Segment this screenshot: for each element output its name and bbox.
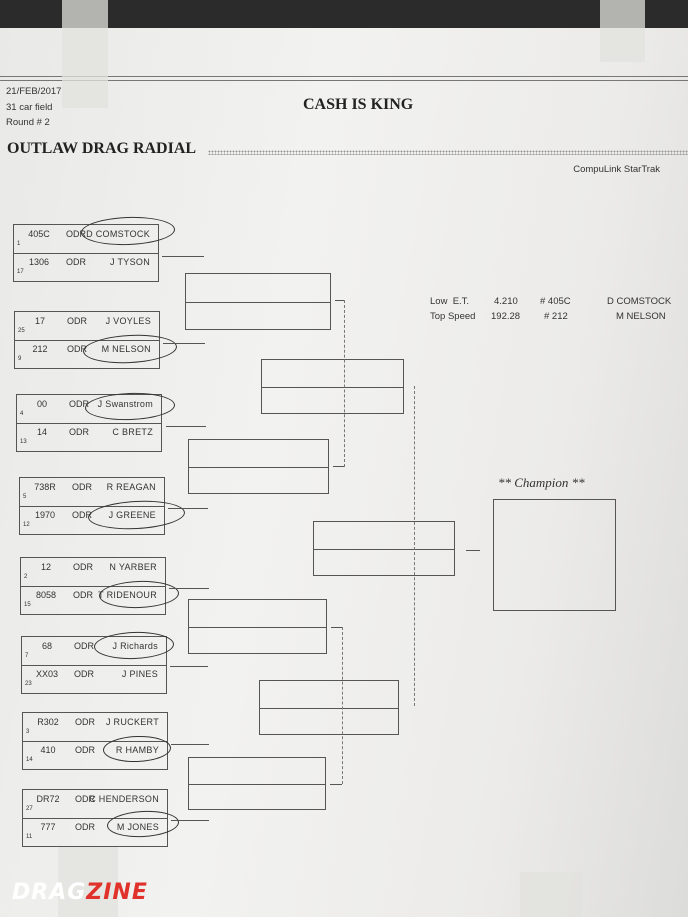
driver-name: J Richards (112, 641, 158, 651)
car-class: ODR (67, 344, 87, 354)
field-size: 31 car field (6, 102, 53, 113)
qualifying-seed: 23 (25, 681, 32, 687)
car-class: ODR (69, 427, 89, 437)
car-class: ODR (74, 641, 94, 651)
leader-line (162, 256, 204, 257)
driver-name: N YARBER (109, 562, 157, 572)
leader-line (171, 820, 209, 821)
car-number: 14 (36, 427, 47, 437)
qualifying-seed: 12 (23, 522, 30, 528)
car-number: 17 (34, 316, 45, 326)
car-class: ODR (75, 822, 95, 832)
low-et-value: 4.210 (494, 296, 518, 307)
car-number: DR72 (36, 794, 60, 804)
car-class: ODR (69, 399, 89, 409)
qualifying-seed: 2 (24, 574, 28, 580)
car-class: ODR (75, 745, 95, 755)
driver-name: M NELSON (101, 344, 151, 354)
bracket-connector (344, 300, 345, 467)
event-date: 21/FEB/2017 (6, 86, 62, 97)
qualifying-seed: 13 (20, 439, 27, 445)
car-class: ODR (75, 794, 95, 804)
car-number: 212 (32, 344, 48, 354)
driver-name: R REAGAN (106, 482, 156, 492)
bracket-connector (414, 386, 415, 706)
round2-slot-4 (188, 757, 326, 810)
lane-bottom (17, 423, 163, 451)
leader-line (168, 508, 208, 509)
event-title: CASH IS KING (303, 96, 414, 113)
car-number: R302 (37, 717, 59, 727)
car-number: 00 (36, 399, 47, 409)
car-number: 12 (40, 562, 51, 572)
round2-slot-3 (188, 599, 327, 654)
driver-name: J TYSON (110, 257, 150, 267)
driver-name: C HENDERSON (89, 794, 159, 804)
car-number: 68 (41, 641, 52, 651)
champion-label: ** Champion ** (498, 475, 585, 490)
top-speed-car: # 212 (544, 311, 568, 322)
car-class: ODR (73, 562, 93, 572)
bracket-sheet (0, 28, 688, 917)
qualifying-seed: 17 (17, 269, 24, 275)
driver-name: J VOYLES (105, 316, 151, 326)
lane-bottom (14, 253, 160, 281)
car-number: 1306 (28, 257, 50, 267)
timing-system-label: CompuLink StarTrak (573, 164, 660, 175)
driver-name: R HAMBY (115, 745, 159, 755)
car-number: 777 (40, 822, 56, 832)
qualifying-seed: 5 (23, 494, 27, 500)
top-speed-driver: M NELSON (616, 311, 666, 322)
qualifying-seed: 11 (26, 834, 33, 840)
driver-name: M JONES (116, 822, 159, 832)
bracket-connector (330, 784, 342, 785)
round3-slot-1 (261, 359, 404, 414)
car-number: 405C (28, 229, 50, 239)
leader-line (171, 744, 209, 745)
driver-name: J PINES (121, 669, 158, 679)
car-class: ODR (75, 717, 95, 727)
qualifying-seed: 3 (26, 729, 30, 735)
car-number: 410 (40, 745, 56, 755)
lane-bottom (22, 665, 168, 693)
round2-slot-1 (185, 273, 331, 330)
car-number: 8058 (35, 590, 57, 600)
final-slot (313, 521, 455, 576)
tape-top-left (62, 0, 108, 108)
leader-line (170, 666, 208, 667)
tape-top-right (600, 0, 645, 62)
car-class: ODR (73, 590, 93, 600)
qualifying-seed: 25 (18, 328, 25, 334)
qualifying-seed: 9 (18, 356, 22, 362)
driver-name: C BRETZ (112, 427, 153, 437)
low-et-car: # 405C (540, 296, 571, 307)
tape-bottom-right (520, 872, 582, 917)
bracket-connector (342, 627, 343, 784)
qualifying-seed: 7 (25, 653, 29, 659)
round2-slot-2 (188, 439, 329, 494)
champion-box (493, 499, 616, 611)
dragzine-logo: DRAGZINE (12, 880, 148, 905)
car-class: ODR (66, 257, 86, 267)
car-class: ODR (72, 482, 92, 492)
class-title: OUTLAW DRAG RADIAL (7, 140, 197, 157)
qualifying-seed: 1 (17, 241, 21, 247)
car-class: ODR (66, 229, 86, 239)
top-speed-value: 192.28 (491, 311, 521, 322)
driver-name: J RUCKERT (105, 717, 159, 727)
car-number: 738R (34, 482, 56, 492)
car-number: XX03 (35, 669, 59, 679)
car-class: ODR (67, 316, 87, 326)
car-number: 1970 (34, 510, 56, 520)
bracket-connector (333, 466, 344, 467)
qualifying-seed: 27 (26, 806, 33, 812)
bracket-connector (331, 627, 342, 628)
qualifying-seed: 14 (26, 757, 33, 763)
driver-name: T RIDENOUR (98, 590, 157, 600)
leader-line (163, 343, 205, 344)
driver-name: J GREENE (108, 510, 156, 520)
low-et-label: Low E.T. (430, 296, 470, 307)
leader-line (169, 588, 209, 589)
driver-name: D COMSTOCK (86, 229, 150, 239)
qualifying-seed: 4 (20, 411, 24, 417)
car-class: ODR (74, 669, 94, 679)
round-number: Round # 2 (6, 117, 50, 128)
dotted-leader (208, 150, 688, 155)
low-et-driver: D COMSTOCK (607, 296, 672, 307)
final-connector (466, 550, 480, 551)
qualifying-seed: 15 (24, 602, 31, 608)
leader-line (166, 426, 206, 427)
round3-slot-2 (259, 680, 399, 735)
driver-name: J Swanstrom (97, 399, 153, 409)
top-speed-label: Top Speed (430, 311, 476, 322)
car-class: ODR (72, 510, 92, 520)
bracket-connector (335, 300, 344, 301)
